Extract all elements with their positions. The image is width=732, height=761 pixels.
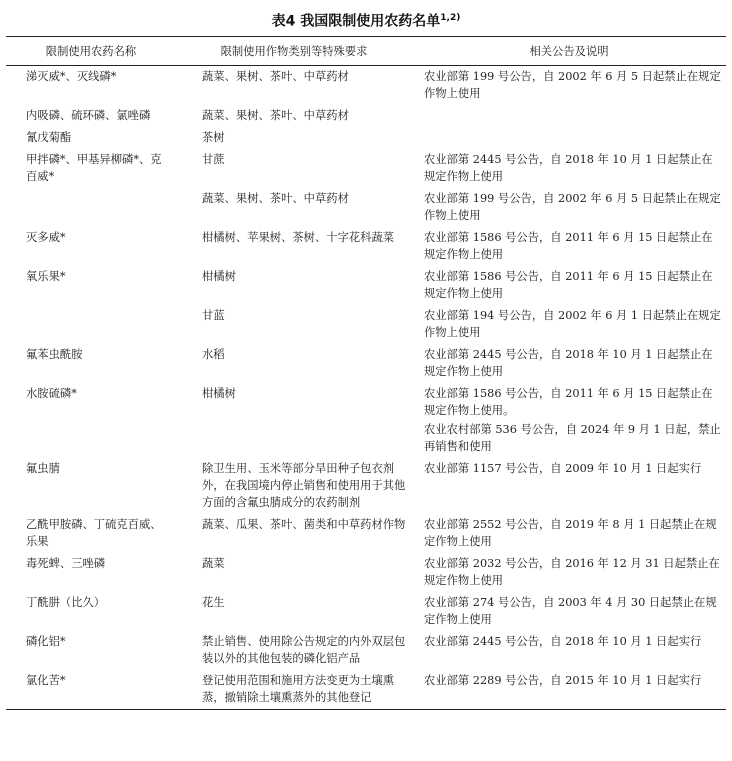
announcement-text: 农业部第 194 号公告，自 2002 年 6 月 1 日起禁止在规定作物上使用 bbox=[424, 309, 721, 339]
crop-requirement-cell: 蔬菜、瓜果、茶叶、菌类和中草药材作物 bbox=[202, 518, 406, 531]
pesticide-name-cell bbox=[6, 305, 176, 344]
crop-requirement-cell: 水稻 bbox=[202, 348, 225, 361]
announcement-text: 农业部第 199 号公告，自 2002 年 6 月 5 日起禁止在规定作物上使用 bbox=[424, 192, 721, 222]
title-footnote-marker: 1,2) bbox=[440, 13, 461, 23]
table-row bbox=[6, 305, 726, 344]
pesticide-name-cell: 涕灭威*、灭线磷* bbox=[26, 70, 117, 83]
pesticide-name-cell: 氟苯虫酰胺 bbox=[26, 348, 83, 361]
announcement-cell bbox=[412, 188, 726, 227]
table-row bbox=[6, 631, 726, 670]
table-row bbox=[6, 188, 726, 227]
table-row bbox=[6, 553, 726, 592]
table-row bbox=[6, 344, 726, 383]
table-row bbox=[6, 127, 726, 149]
announcement-text: 农业部第 1157 号公告，自 2009 年 10 月 1 日起实行 bbox=[424, 462, 702, 475]
pesticide-name-cell: 内吸磷、硫环磷、氯唑磷 bbox=[26, 109, 151, 122]
announcement-cell bbox=[412, 227, 726, 266]
announcement-text: 农业农村部第 536 号公告，自 2024 年 9 月 1 日起，禁止再销售和使用 bbox=[424, 423, 721, 453]
crop-requirement-cell: 除卫生用、玉米等部分旱田种子包衣剂外，在我国境内停止销售和使用用于其他方面的含氟虫腈成分的农药制剂 bbox=[202, 462, 406, 509]
crop-requirement-cell: 甘蓝 bbox=[202, 309, 225, 322]
header-pesticide-name: 限制使用农药名称 bbox=[6, 37, 176, 66]
announcement-text: 农业部第 2445 号公告，自 2018 年 10 月 1 日起实行 bbox=[424, 635, 702, 648]
announcement-text: 农业部第 1586 号公告，自 2011 年 6 月 15 日起禁止在规定作物上使用。 bbox=[424, 387, 713, 417]
crop-requirement-cell: 甘蔗 bbox=[202, 153, 225, 166]
table-header-row bbox=[6, 37, 726, 66]
announcement-cell bbox=[412, 514, 726, 553]
announcement-cell bbox=[412, 458, 726, 514]
header-crop-requirements: 限制使用作物类别等特殊要求 bbox=[176, 37, 412, 66]
announcement-text: 农业部第 2445 号公告，自 2018 年 10 月 1 日起禁止在规定作物上使用 bbox=[424, 348, 713, 378]
announcement-cell bbox=[412, 592, 726, 631]
pesticide-name-cell: 氯化苦* bbox=[6, 670, 176, 710]
announcement-cell bbox=[412, 383, 726, 458]
announcement-cell bbox=[412, 553, 726, 592]
crop-requirement-cell: 柑橘树 bbox=[202, 387, 236, 400]
table-row bbox=[6, 514, 726, 553]
crop-requirement-cell: 登记使用范围和施用方法变更为土壤熏蒸，撤销除土壤熏蒸外的其他登记 bbox=[176, 670, 412, 710]
crop-requirement-cell: 蔬菜、果树、茶叶、中草药材 bbox=[202, 192, 349, 205]
table-row bbox=[6, 105, 726, 127]
table-row bbox=[6, 383, 726, 458]
announcement-cell bbox=[412, 631, 726, 670]
pesticide-name-cell: 氧乐果* bbox=[26, 270, 66, 283]
crop-requirement-cell: 禁止销售、使用除公告规定的内外双层包装以外的其他包装的磷化铝产品 bbox=[202, 635, 406, 665]
pesticide-name-cell bbox=[6, 188, 176, 227]
announcement-cell bbox=[412, 66, 726, 106]
announcement-text: 农业部第 274 号公告，自 2003 年 4 月 30 日起禁止在规定作物上使用 bbox=[424, 596, 717, 626]
crop-requirement-cell: 柑橘树、苹果树、茶树、十字花科蔬菜 bbox=[202, 231, 395, 244]
crop-requirement-cell: 蔬菜、果树、茶叶、中草药材 bbox=[202, 70, 349, 83]
table-body bbox=[6, 66, 726, 710]
table-row bbox=[6, 266, 726, 305]
pesticide-name-cell: 灭多威* bbox=[26, 231, 66, 244]
announcement-text: 农业部第 2032 号公告，自 2016 年 12 月 31 日起禁止在规定作物上使用 bbox=[424, 557, 720, 587]
pesticide-name-cell: 甲拌磷*、甲基异柳磷*、克百威* bbox=[26, 153, 162, 183]
announcement-cell bbox=[412, 149, 726, 188]
announcement-cell bbox=[412, 670, 726, 710]
pesticide-name-cell: 毒死蜱、三唑磷 bbox=[26, 557, 106, 570]
announcement-cell bbox=[412, 266, 726, 305]
pesticide-name-cell: 磷化铝* bbox=[26, 635, 66, 648]
announcement-cell bbox=[412, 105, 726, 127]
table-row bbox=[6, 458, 726, 514]
crop-requirement-cell: 茶树 bbox=[202, 131, 225, 144]
table-row bbox=[6, 66, 726, 106]
table-title bbox=[6, 8, 726, 36]
pesticide-name-cell: 氰戊菊酯 bbox=[26, 131, 72, 144]
announcement-text: 农业部第 1586 号公告，自 2011 年 6 月 15 日起禁止在规定作物上使用 bbox=[424, 270, 713, 300]
table-row bbox=[6, 592, 726, 631]
table-row bbox=[6, 227, 726, 266]
pesticide-name-cell: 氟虫腈 bbox=[26, 462, 60, 475]
announcement-text: 农业部第 199 号公告，自 2002 年 6 月 5 日起禁止在规定作物上使用 bbox=[424, 70, 721, 100]
restricted-pesticides-table bbox=[6, 36, 726, 710]
pesticide-name-cell: 丁酰肼（比久） bbox=[26, 596, 106, 609]
crop-requirement-cell: 柑橘树 bbox=[202, 270, 236, 283]
announcement-cell bbox=[412, 305, 726, 344]
announcement-cell bbox=[412, 127, 726, 149]
pesticide-name-cell: 乙酰甲胺磷、丁硫克百威、乐果 bbox=[26, 518, 162, 548]
announcement-text: 农业部第 2552 号公告，自 2019 年 8 月 1 日起禁止在规定作物上使用 bbox=[424, 518, 717, 548]
announcement-text: 农业部第 2289 号公告，自 2015 年 10 月 1 日起实行 bbox=[424, 674, 702, 687]
announcement-text: 农业部第 2445 号公告，自 2018 年 10 月 1 日起禁止在规定作物上使用 bbox=[424, 153, 713, 183]
pesticide-name-cell: 水胺硫磷* bbox=[26, 387, 77, 400]
crop-requirement-cell: 花生 bbox=[202, 596, 225, 609]
table-title-text: 表4 我国限制使用农药名单 bbox=[271, 13, 441, 30]
announcement-cell bbox=[412, 344, 726, 383]
crop-requirement-cell: 蔬菜 bbox=[202, 557, 225, 570]
table-row bbox=[6, 149, 726, 188]
header-announcement-notes: 相关公告及说明 bbox=[412, 37, 726, 66]
announcement-text: 农业部第 1586 号公告，自 2011 年 6 月 15 日起禁止在规定作物上使用 bbox=[424, 231, 713, 261]
crop-requirement-cell: 蔬菜、果树、茶叶、中草药材 bbox=[202, 109, 349, 122]
table-row bbox=[6, 670, 726, 710]
